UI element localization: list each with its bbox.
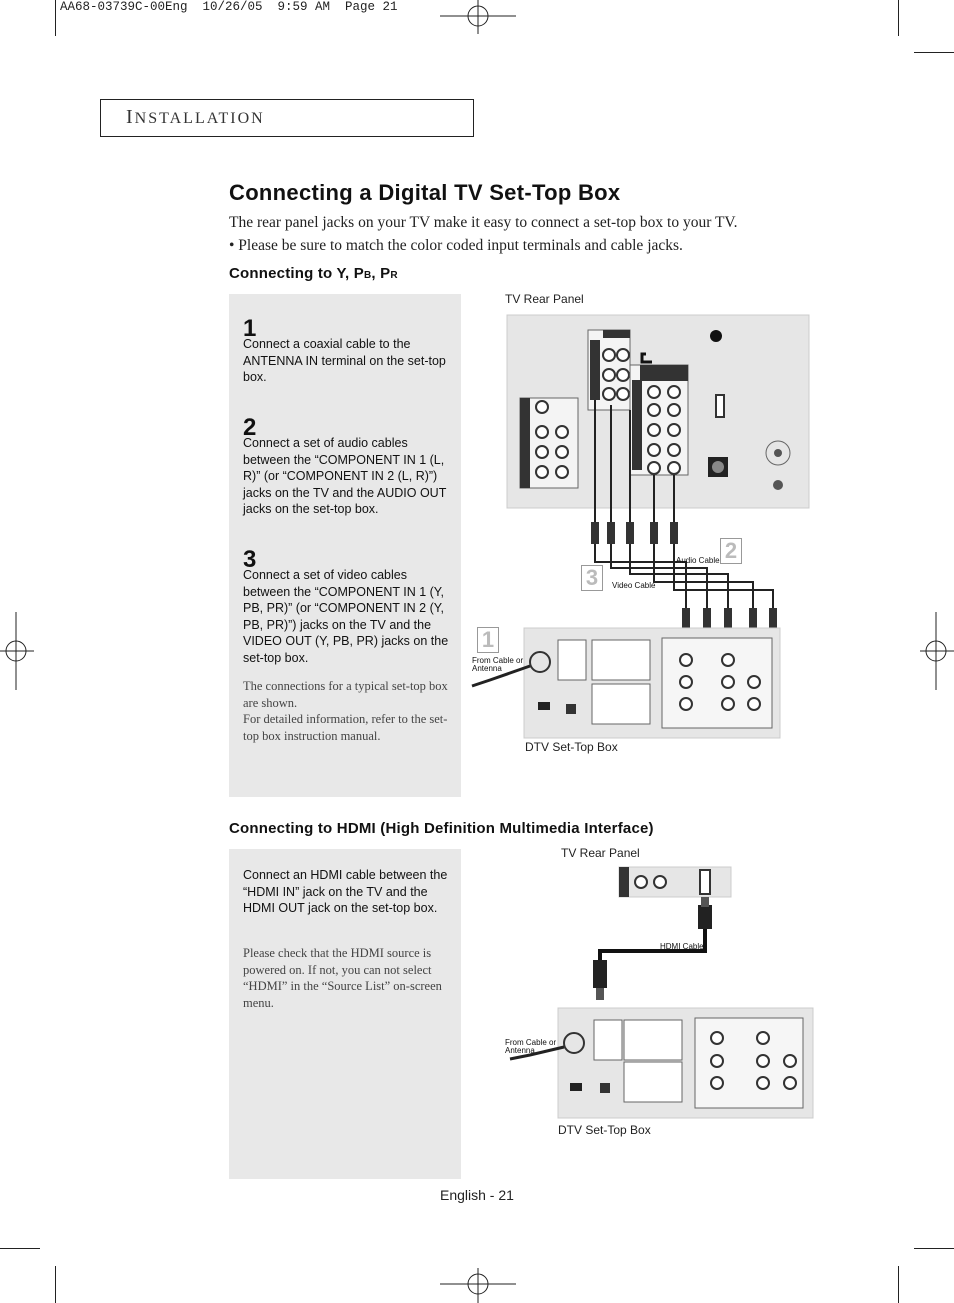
registration-mark-left: [0, 612, 34, 690]
hdmi-heading: Connecting to HDMI (High Definition Multimedia Interface): [229, 820, 654, 837]
section-label: [126, 106, 265, 129]
crop-mark: [914, 52, 954, 53]
hdmi-step-text: Connect an HDMI cable between the “HDMI IN” jack on the TV and the HDMI OUT jack on the set-top box.: [243, 868, 448, 915]
video-cable-label: Video Cable: [612, 581, 656, 590]
step-number-1: 1: [243, 315, 257, 342]
hdmi-dtv-set-top-box-label: DTV Set-Top Box: [558, 1123, 651, 1137]
crop-mark: [914, 1248, 954, 1249]
crop-mark: [0, 1248, 40, 1249]
step-number-2: 2: [243, 414, 257, 441]
antenna-label-1: From Cable or: [472, 656, 524, 665]
step-number-3: 3: [243, 546, 257, 573]
crop-mark: [898, 0, 899, 36]
hdmi-cable-label: HDMI Cable: [660, 942, 704, 951]
hdmi-note: Please check that the HDMI source is powered on. If not, you can not select “HDMI” in the “Source List” on-screen menu.: [243, 946, 442, 1010]
step-text-3: Connect a set of video cables between the “COMPONENT IN 1 (Y, PB, PR)” (or “COMPONENT IN 2 (Y, PB, PR)”) jacks on the TV and the VIDEO OUT (Y, PB, PR) jacks on the set-top box.: [243, 568, 449, 665]
step-text-1: Connect a coaxial cable to the ANTENNA IN terminal on the set-top box.: [243, 337, 446, 384]
hdmi-antenna-label-1: From Cable or: [505, 1038, 557, 1047]
bullet-note: • Please be sure to match the color coded input terminals and cable jacks.: [229, 237, 683, 254]
callout-2: 2: [720, 538, 742, 564]
dtv-set-top-box-label: DTV Set-Top Box: [525, 740, 618, 754]
step-text-2: Connect a set of audio cables between the “COMPONENT IN 1 (L, R)” (or “COMPONENT IN 2 (L, R)”) jacks on the TV and the AUDIO OUT jacks on the set-top box.: [243, 436, 447, 516]
component-heading-sub-b: B: [364, 270, 372, 281]
tv-rear-panel-label: TV Rear Panel: [505, 292, 584, 306]
component-heading: [229, 265, 398, 282]
hdmi-tv-rear-panel-label: TV Rear Panel: [561, 846, 640, 860]
page-footer: English - 21: [440, 1187, 514, 1203]
crop-mark: [55, 0, 56, 36]
registration-mark-right: [920, 612, 954, 690]
intro-text: The rear panel jacks on your TV make it easy to connect a set-top box to your TV.: [229, 214, 738, 231]
section-first-letter: I: [126, 106, 135, 128]
callout-3: 3: [581, 565, 603, 591]
hdmi-connection-diagram: [500, 865, 820, 1123]
hdmi-antenna-label-2: Antenna: [505, 1046, 535, 1055]
section-rest: NSTALLATION: [134, 110, 265, 127]
print-header: AA68-03739C-00Eng 10/26/05 9:59 AM Page 21: [60, 0, 398, 14]
crop-mark: [898, 1266, 899, 1303]
antenna-label-2: Antenna: [472, 664, 502, 673]
component-note-2: For detailed information, refer to the set-top box instruction manual.: [243, 712, 448, 743]
component-note-1: The connections for a typical set-top box are shown.: [243, 679, 448, 710]
page-title: Connecting a Digital TV Set-Top Box: [229, 180, 621, 205]
crop-mark: [55, 1266, 56, 1303]
component-heading-main: Connecting to Y, P: [229, 265, 364, 282]
tv-rear-panel-diagram: [470, 310, 815, 750]
callout-1: 1: [477, 627, 499, 653]
component-heading-sub-r: R: [390, 270, 398, 281]
registration-mark-bottom: [440, 1268, 516, 1303]
component-heading-sep: , P: [371, 265, 391, 282]
audio-cable-label: Audio Cable: [676, 556, 720, 565]
registration-mark-top: [440, 0, 516, 34]
